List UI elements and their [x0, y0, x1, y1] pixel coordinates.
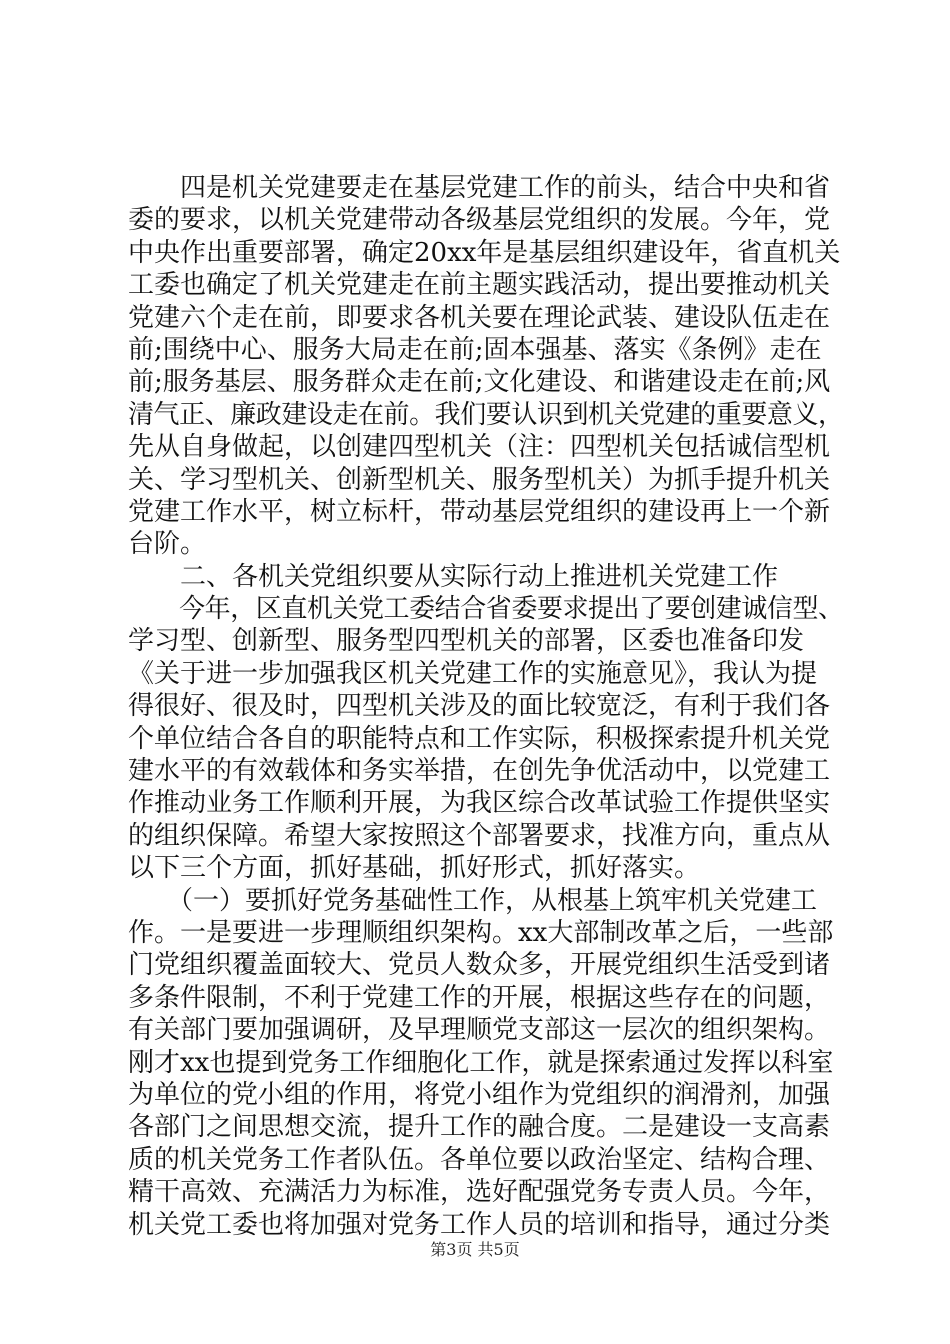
text-line: 有关部门要加强调研，及早理顺党支部这一层次的组织架构。: [128, 1015, 831, 1046]
text-line: 机关党工委也将加强对党务工作人员的培训和指导，通过分类: [128, 1209, 831, 1240]
text-line: 作。一是要进一步理顺组织架构。xx大部制改革之后，一些部: [128, 917, 834, 948]
document-body: [128, 172, 844, 1241]
text-line: 各部门之间思想交流，提升工作的融合度。二是建设一支高素: [128, 1112, 831, 1143]
page-footer: 第3页 共5页: [430, 1240, 520, 1259]
text-line: 先从自身做起，以创建四型机关（注：四型机关包括诚信型机: [128, 432, 831, 463]
text-line: 党建工作水平，树立标杆，带动基层党组织的建设再上一个新: [128, 496, 831, 527]
text-line: 个单位结合各自的职能特点和工作实际，积极探索提升机关党: [128, 723, 831, 754]
text-line: 委的要求，以机关党建带动各级基层党组织的发展。今年，党: [128, 205, 831, 236]
text-line: 今年，区直机关党工委结合省委要求提出了要创建诚信型、: [128, 594, 844, 625]
text-line: 二、各机关党组织要从实际行动上推进机关党建工作: [128, 561, 779, 592]
text-line: 为单位的党小组的作用，将党小组作为党组织的润滑剂，加强: [128, 1079, 831, 1110]
text-line: 台阶。: [128, 529, 207, 560]
text-line: 学习型、创新型、服务型四型机关的部署，区委也准备印发: [128, 626, 805, 657]
text-line: （一）要抓好党务基础性工作，从根基上筑牢机关党建工: [128, 885, 818, 916]
text-line: 前;围绕中心、服务大局走在前;固本强基、落实《条例》走在: [128, 334, 822, 365]
text-line: 关、学习型机关、创新型机关、服务型机关）为抓手提升机关: [128, 464, 831, 495]
text-line: 《关于进一步加强我区机关党建工作的实施意见》，我认为提: [128, 658, 818, 689]
text-line: 得很好、很及时，四型机关涉及的面比较宽泛，有利于我们各: [128, 691, 831, 722]
text-line: 中央作出重要部署，确定20xx年是基层组织建设年，省直机关: [128, 237, 841, 268]
text-line: 四是机关党建要走在基层党建工作的前头，结合中央和省: [128, 173, 831, 203]
text-line: 门党组织覆盖面较大、党员人数众多，开展党组织生活受到诸: [128, 950, 831, 981]
text-line: 前;服务基层、服务群众走在前;文化建设、和谐建设走在前;风: [128, 367, 831, 398]
text-line: 建水平的有效载体和务实举措，在创先争优活动中，以党建工: [128, 756, 831, 787]
text-line: 多条件限制，不利于党建工作的开展，根据这些存在的问题，: [128, 982, 831, 1013]
text-line: 清气正、廉政建设走在前。我们要认识到机关党建的重要意义，: [128, 399, 844, 430]
text-line: 的组织保障。希望大家按照这个部署要求，找准方向，重点从: [128, 820, 831, 851]
text-line: 党建六个走在前，即要求各机关要在理论武装、建设队伍走在: [128, 302, 831, 333]
text-line: 工委也确定了机关党建走在前主题实践活动，提出要推动机关: [128, 270, 831, 301]
text-line: 质的机关党务工作者队伍。各单位要以政治坚定、结构合理、: [128, 1144, 831, 1175]
text-line: 精干高效、充满活力为标准，选好配强党务专责人员。今年，: [128, 1177, 831, 1208]
text-line: 作推动业务工作顺利开展，为我区综合改革试验工作提供坚实: [128, 788, 831, 819]
text-line: 刚才xx也提到党务工作细胞化工作，就是探索通过发挥以科室: [128, 1047, 834, 1078]
text-line: 以下三个方面，抓好基础，抓好形式，抓好落实。: [128, 853, 701, 884]
